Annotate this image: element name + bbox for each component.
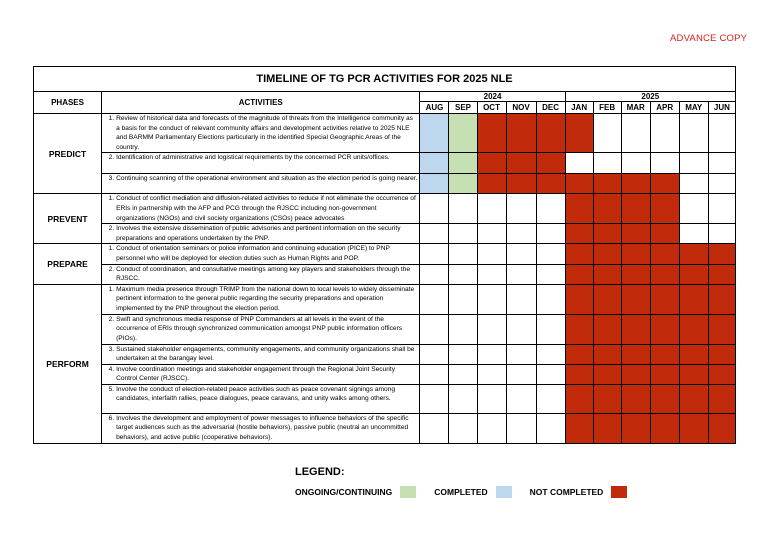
cell-not-completed [708,314,735,344]
cell-not-completed [679,364,708,384]
month-header: JAN [565,102,593,114]
cell-not-completed [621,194,650,224]
cell-empty [679,174,708,194]
cell-empty [449,413,477,443]
cell-not-completed [621,284,650,314]
cell-empty [477,364,506,384]
cell-empty [420,284,449,314]
cell-not-completed [679,314,708,344]
activity-number: 3. [108,175,115,183]
cell-completed [420,114,449,153]
cell-not-completed [506,174,536,194]
phase-label: PERFORM [34,284,102,443]
cell-not-completed [593,344,621,364]
cell-empty [449,364,477,384]
cell-not-completed [593,194,621,224]
cell-not-completed [565,364,593,384]
cell-not-completed [477,174,506,194]
cell-empty [449,284,477,314]
cell-not-completed [679,264,708,284]
cell-empty [420,364,449,384]
cell-not-completed [565,114,593,153]
phase-label: PREPARE [34,244,102,284]
activity-row [34,114,736,153]
year-2024-header: 2024 [420,92,565,102]
activity-cell [102,174,420,194]
activity-cell [102,224,420,244]
activity-number: 1. [108,245,115,253]
activity-row [34,364,736,384]
activity-text: Involve coordination meetings and stakeholder engagement through the Regional Joint Security Control Center (RJSCC). [116,365,396,383]
cell-empty [536,364,565,384]
activity-number: 3. [108,345,115,353]
cell-not-completed [477,114,506,153]
cell-empty [420,413,449,443]
cell-not-completed [621,384,650,413]
cell-empty [477,194,506,224]
cell-empty [420,264,449,284]
cell-empty [506,364,536,384]
cell-empty [708,194,735,224]
phases-header: PHASES [34,92,102,114]
cell-not-completed [621,344,650,364]
cell-empty [506,244,536,264]
cell-empty [420,384,449,413]
cell-not-completed [593,284,621,314]
cell-not-completed [650,364,679,384]
cell-empty [420,224,449,244]
table-title: TIMELINE OF TG PCR ACTIVITIES FOR 2025 NLE [34,67,736,92]
cell-empty [708,153,735,174]
month-header: MAR [621,102,650,114]
cell-empty [449,384,477,413]
cell-empty [449,194,477,224]
activity-row [34,244,736,264]
cell-empty [679,114,708,153]
cell-not-completed [477,153,506,174]
cell-not-completed [708,384,735,413]
activity-text: Involves the extensive dissemination of public advisories and pertinent information on the security preparations and operations undertaken by the PNP. [116,225,401,242]
cell-not-completed [565,344,593,364]
activity-number: 6. [108,414,115,422]
activity-text: Involve the conduct of election-related peace activities such as peace covenant signings among candidates, interfaith rallies, peace dialogues, peace caravans, and unity walks among others. [116,385,396,403]
activity-cell [102,344,420,364]
cell-empty [536,194,565,224]
cell-not-completed [565,194,593,224]
month-header: APR [650,102,679,114]
advance-copy-label: ADVANCE COPY [670,33,748,44]
timeline-body [34,114,736,444]
activity-text: Swift and synchronous media response of PNP Commanders at all levels in the event of the occurrence of ERIs through synchronized communication amongst PNP public information officers (PIOs). [116,315,403,342]
cell-empty [650,153,679,174]
cell-not-completed [593,224,621,244]
cell-empty [679,194,708,224]
activity-row [34,344,736,364]
cell-empty [420,314,449,344]
cell-not-completed [536,174,565,194]
activity-cell [102,413,420,443]
cell-not-completed [708,244,735,264]
cell-empty [565,153,593,174]
activity-number: 5. [108,385,115,393]
activities-header: ACTIVITIES [102,92,420,114]
cell-not-completed [565,314,593,344]
cell-empty [621,114,650,153]
activity-row [34,314,736,344]
activity-cell [102,384,420,413]
legend-completed-label: COMPLETED [434,487,488,497]
activity-cell [102,194,420,224]
month-header: OCT [477,102,506,114]
cell-not-completed [650,384,679,413]
activity-text: Sustained stakeholder engagements, community engagements, and community organizations shall be undertaken at the barangay level. [116,345,415,363]
cell-not-completed [593,174,621,194]
cell-empty [506,224,536,244]
cell-empty [536,284,565,314]
cell-empty [506,194,536,224]
cell-not-completed [621,244,650,264]
cell-empty [536,314,565,344]
activity-number: 4. [108,365,115,373]
activity-row [34,194,736,224]
cell-empty [506,264,536,284]
month-header: FEB [593,102,621,114]
month-header: DEC [536,102,565,114]
cell-not-completed [506,114,536,153]
cell-not-completed [650,314,679,344]
cell-not-completed [593,244,621,264]
cell-not-completed [650,224,679,244]
cell-empty [536,244,565,264]
cell-not-completed [679,413,708,443]
activity-row [34,174,736,194]
activity-text: Conduct of conflict mediation and diffusion-related activities to reduce if not eliminate the occurrence of ERIs in partnership with the AFP and PCG through the RJSCC including non-government organizations (NGOs) and civil society organizations (CSOs) peace advocates [116,195,416,222]
cell-empty [477,384,506,413]
cell-not-completed [621,264,650,284]
cell-completed [420,153,449,174]
activity-cell [102,244,420,264]
activity-number: 2. [108,225,115,233]
cell-not-completed [679,284,708,314]
activity-text: Involves the development and employment of power messages to influence behaviors of the specific target audiences such as the adversarial (hostile behaviors), passive public (neutral an uncommitted behaviors), and active public (cooperative behaviors). [116,414,409,442]
cell-not-completed [621,314,650,344]
activity-number: 2. [108,265,115,273]
activity-number: 2. [108,154,115,162]
cell-not-completed [621,174,650,194]
cell-empty [506,314,536,344]
cell-empty [708,114,735,153]
cell-empty [420,194,449,224]
cell-not-completed [708,413,735,443]
cell-not-completed [565,244,593,264]
cell-empty [708,224,735,244]
cell-empty [420,244,449,264]
cell-empty [536,264,565,284]
phase-label: PREVENT [34,194,102,244]
cell-empty [449,244,477,264]
cell-not-completed [593,384,621,413]
cell-empty [621,153,650,174]
activity-cell [102,153,420,174]
legend-completed-swatch [496,486,512,498]
activity-number: 2. [108,315,115,323]
month-header: SEP [449,102,477,114]
cell-not-completed [650,264,679,284]
cell-empty [477,344,506,364]
cell-ongoing [449,114,477,153]
cell-empty [536,384,565,413]
cell-not-completed [650,284,679,314]
activity-text: Maximum media presence through TRIMP from the national down to local levels to widely disseminate pertinent information to the general public regarding the security preparations and operation implemented by the PNP throughout the election period. [116,285,415,312]
cell-empty [477,413,506,443]
activity-number: 1. [108,115,115,122]
month-header: JUN [708,102,735,114]
cell-not-completed [536,153,565,174]
activity-cell [102,364,420,384]
year-2025-header: 2025 [565,92,735,102]
activity-text: Conduct of orientation seminars or police information and continuing education (PICE) to PNP personnel who will be deployed for election duties such as Human Rights and POP. [116,245,390,262]
cell-not-completed [593,264,621,284]
cell-not-completed [708,264,735,284]
cell-not-completed [506,153,536,174]
cell-empty [449,344,477,364]
cell-empty [506,284,536,314]
activity-row [34,413,736,443]
cell-empty [536,224,565,244]
phase-label: PREDICT [34,114,102,194]
activity-text: Continuing scanning of the operational environment and situation as the election period is going nearer. [116,175,418,183]
cell-empty [449,314,477,344]
cell-empty [679,153,708,174]
cell-not-completed [679,244,708,264]
cell-empty [420,344,449,364]
cell-not-completed [565,384,593,413]
cell-empty [506,413,536,443]
activity-cell [102,284,420,314]
cell-not-completed [708,364,735,384]
cell-empty [477,264,506,284]
cell-not-completed [593,364,621,384]
cell-not-completed [565,264,593,284]
cell-empty [449,264,477,284]
month-header: AUG [420,102,449,114]
cell-empty [506,344,536,364]
cell-not-completed [565,284,593,314]
cell-empty [477,244,506,264]
cell-completed [420,174,449,194]
activity-text: Review of historical data and forecasts of the magnitude of threats from the Intelligence community as a basis for the conduct of relevant community affairs and development activities relative to 2025 NLE and BARMM Parliamentary Elections particularly in the identified Special Geographic Areas of the country. [116,115,413,151]
activity-text: Identification of administrative and logistical requirements by the concerned PCR units/offices. [116,154,390,162]
activity-text: Conduct of coordination, and consultative meetings among key players and stakeholders through the RJSCC. [116,265,411,283]
legend [295,484,645,500]
activity-row [34,284,736,314]
cell-not-completed [621,224,650,244]
cell-empty [477,314,506,344]
activity-row [34,384,736,413]
cell-not-completed [679,384,708,413]
activity-number: 1. [108,195,115,203]
cell-empty [536,413,565,443]
cell-not-completed [650,174,679,194]
cell-empty [477,284,506,314]
cell-not-completed [650,244,679,264]
legend-ongoing-label: ONGOING/CONTINUING [295,487,393,497]
cell-not-completed [593,413,621,443]
activity-row [34,224,736,244]
activity-row [34,264,736,284]
cell-not-completed [621,413,650,443]
timeline-table-wrapper [33,66,736,444]
cell-not-completed [650,194,679,224]
month-header: NOV [506,102,536,114]
cell-not-completed [565,413,593,443]
activity-cell [102,314,420,344]
activity-number: 1. [108,285,115,293]
cell-ongoing [449,153,477,174]
cell-empty [650,114,679,153]
legend-ongoing-swatch [400,486,416,498]
cell-empty [536,344,565,364]
cell-empty [593,153,621,174]
cell-empty [708,174,735,194]
activity-row [34,153,736,174]
activity-cell [102,264,420,284]
cell-not-completed [565,224,593,244]
cell-not-completed [621,364,650,384]
legend-not-completed-swatch [611,486,627,498]
activity-cell [102,114,420,153]
cell-not-completed [650,413,679,443]
cell-not-completed [593,314,621,344]
cell-not-completed [565,174,593,194]
cell-not-completed [650,344,679,364]
cell-not-completed [708,344,735,364]
cell-empty [679,224,708,244]
cell-not-completed [536,114,565,153]
cell-not-completed [708,284,735,314]
cell-not-completed [679,344,708,364]
cell-empty [449,224,477,244]
month-header: MAY [679,102,708,114]
cell-empty [506,384,536,413]
cell-empty [477,224,506,244]
legend-not-completed-label: NOT COMPLETED [529,487,604,497]
cell-ongoing [449,174,477,194]
timeline-table [33,66,736,444]
legend-title: LEGEND: [295,466,345,478]
cell-empty [593,114,621,153]
